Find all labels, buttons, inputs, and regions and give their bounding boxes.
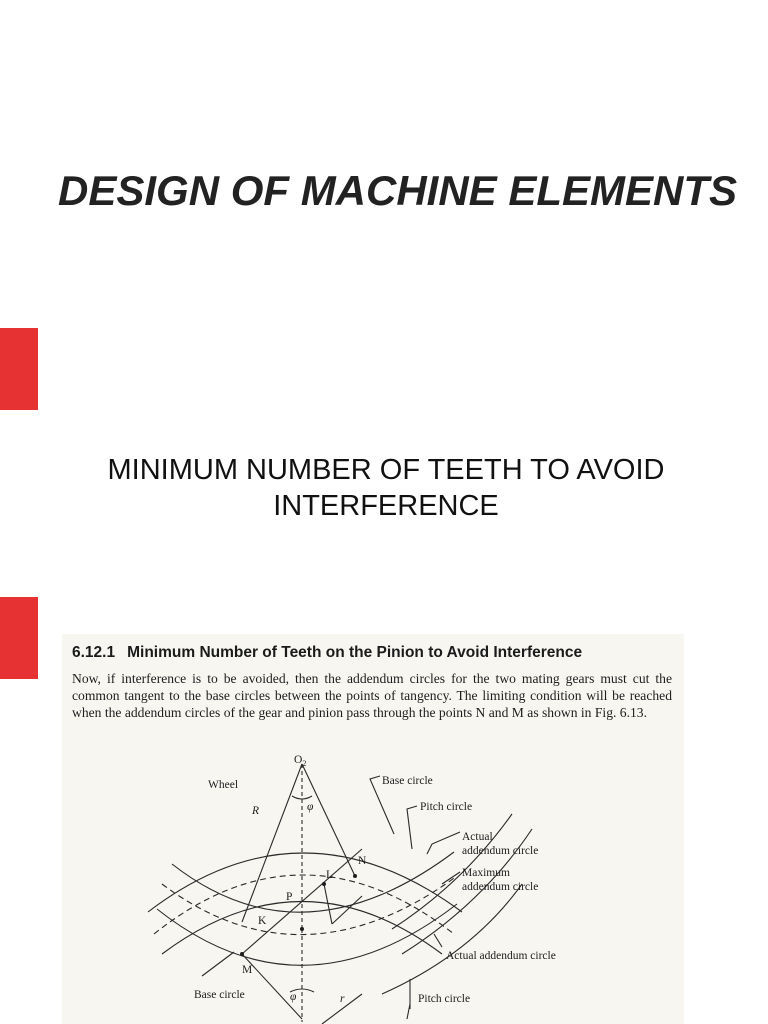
label-radius-r: R xyxy=(252,805,260,817)
textbook-excerpt xyxy=(62,634,684,1024)
label-base-circle-top: Base circle xyxy=(382,775,433,787)
label-maximum-addendum-2: addendum circle xyxy=(462,881,539,893)
label-wheel: Wheel xyxy=(208,779,239,791)
slide-title: DESIGN OF MACHINE ELEMENTS xyxy=(58,167,738,214)
accent-bar-top xyxy=(0,328,38,410)
label-radius-r-small: r xyxy=(340,993,345,1005)
label-point-m: M xyxy=(242,964,253,976)
label-pitch-circle-bottom: Pitch circle xyxy=(418,993,471,1005)
section-heading xyxy=(72,644,672,662)
section-paragraph: Now, if interference is to be avoided, then the addendum circles for the two mating gears must cut the common tangent to the base circles between the points of tangency. The limiting condition will be reached when the addendum circles of the gear and pinion pass through the points N and M as shown in Fig. 6.13. xyxy=(72,671,672,720)
label-actual-addendum-2: addendum circle xyxy=(462,845,539,857)
label-pitch-circle-top: Pitch circle xyxy=(420,801,473,813)
label-actual-addendum-bottom: Actual addendum circle xyxy=(446,950,556,962)
section-number: 6.12.1 xyxy=(72,644,116,661)
label-angle-top: φ xyxy=(307,801,314,813)
label-actual-addendum-1: Actual xyxy=(462,831,493,843)
label-point-n: N xyxy=(358,855,367,867)
label-angle-bottom: φ xyxy=(290,991,297,1003)
label-point-p: P xyxy=(286,891,293,903)
slide-subtitle: MINIMUM NUMBER OF TEETH TO AVOID INTERFERENCE xyxy=(107,454,665,522)
wheel-pitch-circle xyxy=(154,875,454,934)
label-point-k: K xyxy=(258,915,267,927)
label-maximum-addendum-1: Maximum xyxy=(462,867,510,879)
pinion-addendum-circle xyxy=(172,852,454,912)
center-label-o2: $O_2$ xyxy=(294,754,307,768)
accent-bar-bottom xyxy=(0,597,38,679)
label-base-circle-bottom: Base circle xyxy=(194,989,245,1001)
wheel-addendum-circle xyxy=(148,853,462,912)
gear-interference-diagram xyxy=(62,754,684,1024)
section-title: Minimum Number of Teeth on the Pinion to Avoid Interference xyxy=(127,644,583,661)
label-point-l: L xyxy=(326,869,334,881)
pinion-base-circle xyxy=(157,904,457,965)
